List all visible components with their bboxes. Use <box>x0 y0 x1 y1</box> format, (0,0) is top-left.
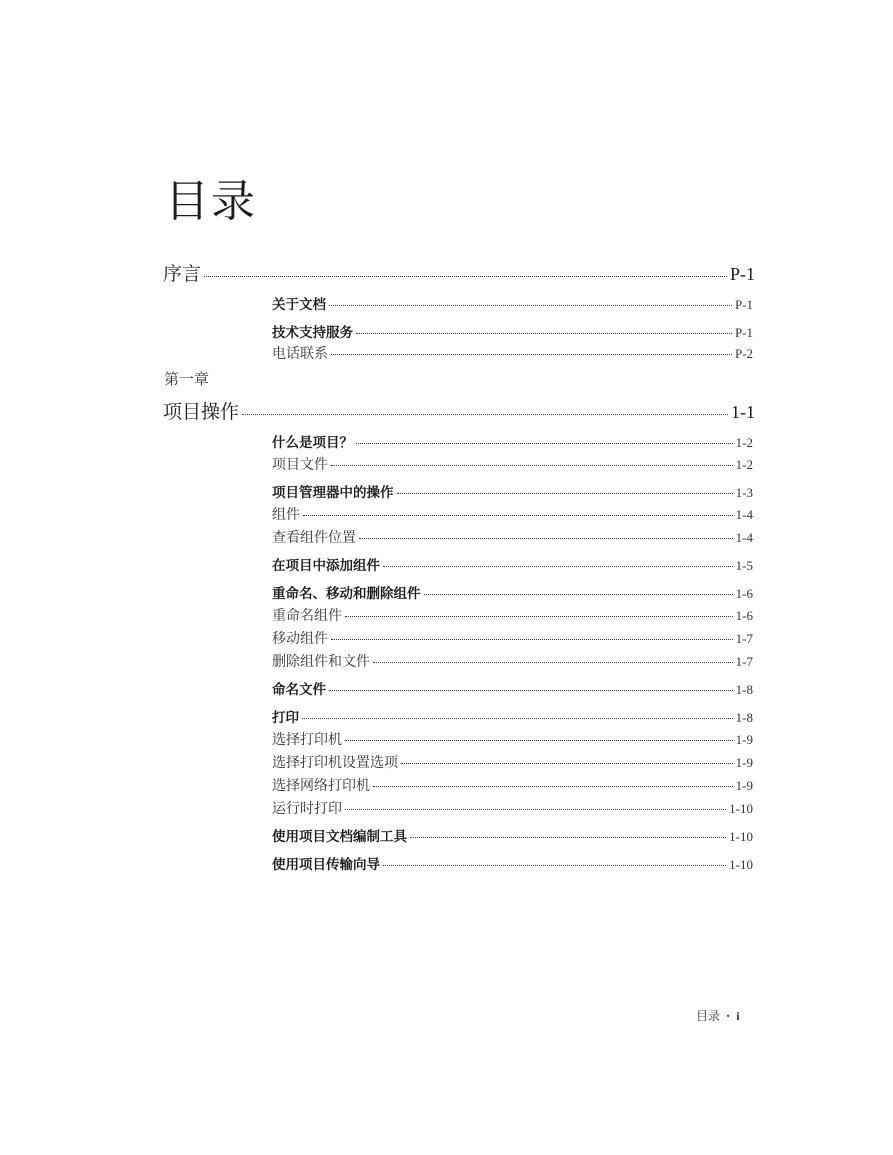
footer-separator: · <box>726 1009 731 1023</box>
toc-entry-label: 选择网络打印机 <box>272 778 370 794</box>
dot-leader <box>329 304 732 306</box>
toc-entry-page: 1-10 <box>729 857 753 872</box>
toc-entry[interactable] <box>272 754 753 772</box>
toc-entry[interactable] <box>272 506 753 524</box>
dot-leader <box>356 442 733 444</box>
dot-leader <box>373 785 733 787</box>
dot-leader <box>356 332 732 334</box>
toc-entry-label: 重命名、移动和删除组件 <box>272 586 421 602</box>
toc-entry[interactable] <box>272 585 753 603</box>
toc-entry-page: 1-5 <box>735 558 753 573</box>
toc-entry-page: 1-6 <box>735 586 753 601</box>
dot-leader <box>331 464 733 466</box>
toc-entry[interactable] <box>272 345 753 363</box>
dot-leader <box>345 615 733 617</box>
dot-leader <box>329 689 733 691</box>
toc-entry[interactable] <box>272 324 753 342</box>
toc-entry-chapter-1[interactable] <box>163 400 755 424</box>
toc-entry-page: 1-9 <box>735 778 753 793</box>
toc-entry-page: 1-1 <box>731 402 755 422</box>
toc-entry-preface[interactable] <box>163 262 755 286</box>
toc-entry-page: 1-4 <box>735 530 753 545</box>
toc-entry-page: P-1 <box>734 297 753 312</box>
toc-entry-label: 什么是项目？ <box>272 435 353 451</box>
toc-entry-label: 查看组件位置 <box>272 530 356 546</box>
footer-section-label: 目录 <box>696 1009 721 1023</box>
toc-entry-label: 技术支持服务 <box>272 325 353 341</box>
dot-leader <box>331 638 733 640</box>
chapter-label: 第一章 <box>164 370 210 388</box>
toc-entry-page: P-1 <box>734 325 753 340</box>
toc-entry-page: 1-3 <box>735 485 753 500</box>
toc-entry-page: 1-9 <box>735 755 753 770</box>
dot-leader <box>331 353 732 355</box>
toc-entry-label: 删除组件和文件 <box>272 654 370 670</box>
toc-entry[interactable] <box>272 777 753 795</box>
toc-entry-page: 1-6 <box>735 608 753 623</box>
toc-entry-page: 1-2 <box>735 435 753 450</box>
toc-entry-page: 1-8 <box>735 682 753 697</box>
toc-entry[interactable] <box>272 296 753 314</box>
toc-entry-label: 组件 <box>272 507 300 523</box>
toc-entry-label: 打印 <box>272 710 299 726</box>
toc-entry[interactable] <box>272 557 753 575</box>
toc-entry[interactable] <box>272 434 753 452</box>
toc-entry-page: 1-9 <box>735 732 753 747</box>
dot-leader <box>303 514 733 516</box>
toc-entry-label: 使用项目文档编制工具 <box>272 829 407 845</box>
toc-entry[interactable] <box>272 856 753 874</box>
dot-leader <box>302 717 733 719</box>
toc-entry-page: 1-10 <box>729 801 753 816</box>
toc-entry-page: 1-7 <box>735 631 753 646</box>
toc-entry[interactable] <box>272 607 753 625</box>
toc-entry-page: P-1 <box>729 264 755 284</box>
toc-entry-label: 移动组件 <box>272 631 328 647</box>
page-title: 目录 <box>165 176 257 227</box>
toc-entry-page: 1-7 <box>735 654 753 669</box>
dot-leader <box>373 661 733 663</box>
toc-entry-label: 在项目中添加组件 <box>272 558 380 574</box>
toc-entry-page: 1-10 <box>729 829 753 844</box>
toc-entry-label: 命名文件 <box>272 682 326 698</box>
toc-entry[interactable] <box>272 709 753 727</box>
toc-entry-page: P-2 <box>734 346 753 361</box>
toc-entry-label: 电话联系 <box>272 346 328 362</box>
toc-entry-label: 序言 <box>163 263 202 285</box>
dot-leader <box>242 413 728 415</box>
toc-entry-label: 项目文件 <box>272 457 328 473</box>
toc-entry-label: 项目管理器中的操作 <box>272 485 394 501</box>
toc-entry-label: 选择打印机设置选项 <box>272 755 398 771</box>
toc-entry-page: 1-8 <box>735 710 753 725</box>
toc-entry[interactable] <box>272 484 753 502</box>
toc-entry-label: 重命名组件 <box>272 608 342 624</box>
page-footer <box>696 1008 740 1024</box>
toc-entry[interactable] <box>272 828 753 846</box>
dot-leader <box>383 565 733 567</box>
toc-entry-label: 运行时打印 <box>272 801 342 817</box>
toc-entry[interactable] <box>272 653 753 671</box>
toc-entry-label: 项目操作 <box>163 401 240 423</box>
toc-entry[interactable] <box>272 681 753 699</box>
toc-entry-label: 使用项目传输向导 <box>272 857 380 873</box>
toc-entry[interactable] <box>272 456 753 474</box>
toc-entry[interactable] <box>272 630 753 648</box>
toc-entry-label: 选择打印机 <box>272 732 342 748</box>
toc-entry[interactable] <box>272 800 753 818</box>
dot-leader <box>359 537 733 539</box>
dot-leader <box>345 808 726 810</box>
dot-leader <box>383 864 726 866</box>
toc-entry-page: 1-4 <box>735 507 753 522</box>
dot-leader <box>397 492 733 494</box>
toc-entry-label: 关于文档 <box>272 297 326 313</box>
dot-leader <box>204 275 727 277</box>
dot-leader <box>410 836 726 838</box>
dot-leader <box>401 762 733 764</box>
toc-entry-page: 1-2 <box>735 457 753 472</box>
toc-entry[interactable] <box>272 731 753 749</box>
dot-leader <box>424 593 733 595</box>
dot-leader <box>345 739 733 741</box>
footer-page-number: i <box>736 1009 740 1023</box>
toc-entry[interactable] <box>272 529 753 547</box>
